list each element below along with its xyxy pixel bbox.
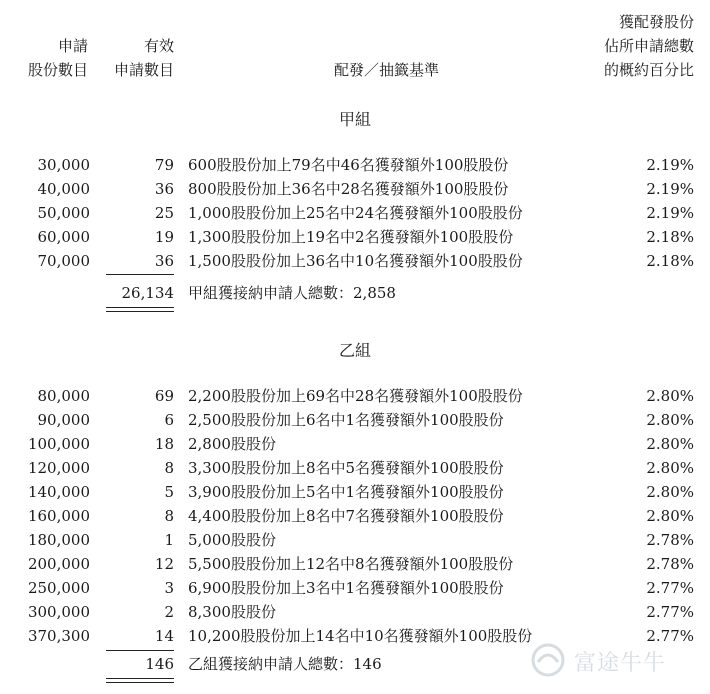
valid-applications-cell: 3 xyxy=(164,579,174,597)
shares-applied-cell: 120,000 xyxy=(27,459,90,477)
group-a-total-double-rule xyxy=(106,307,174,312)
header-valid-line1: 有效 xyxy=(143,37,174,55)
header-shares-applied-line2: 股份數目 xyxy=(27,61,88,79)
allocation-basis-cell: 5,000股股份 xyxy=(188,531,276,549)
shares-applied-cell: 180,000 xyxy=(27,531,90,549)
shares-applied-cell: 300,000 xyxy=(27,603,90,621)
shares-applied-cell: 140,000 xyxy=(27,483,90,501)
header-valid-applications xyxy=(102,34,174,82)
percentage-cell: 2.19% xyxy=(646,156,694,174)
group-a-total-valid: 26,134 xyxy=(121,284,174,302)
valid-applications-cell: 18 xyxy=(154,435,174,453)
group-a-subtotal-rule xyxy=(106,274,174,275)
header-pct-line2: 佔所申請總數 xyxy=(603,37,694,55)
group-a-total-text: 甲組獲接納申請人總數：2,858 xyxy=(188,284,396,302)
allocation-basis-cell: 1,000股股份加上25名中24名獲發額外100股股份 xyxy=(188,204,523,222)
percentage-cell: 2.77% xyxy=(646,627,694,645)
percentage-cell: 2.78% xyxy=(646,531,694,549)
percentage-cell: 2.80% xyxy=(646,387,694,405)
allocation-basis-cell: 600股股份加上79名中46名獲發額外100股股份 xyxy=(188,156,509,174)
table-row xyxy=(0,528,710,552)
shares-applied-cell: 250,000 xyxy=(27,579,90,597)
group-b-total-valid: 146 xyxy=(145,655,174,673)
header-shares-applied xyxy=(18,34,88,82)
allocation-basis-cell: 6,900股股份加上3名中1名獲發額外100股股份 xyxy=(188,579,504,597)
table-row xyxy=(0,177,710,201)
percentage-cell: 2.19% xyxy=(646,204,694,222)
header-pct-line3: 的概約百分比 xyxy=(603,61,694,79)
group-b-total-double-rule xyxy=(106,678,174,683)
header-shares-applied-line1: 申請 xyxy=(57,37,88,55)
table-row xyxy=(0,249,710,273)
valid-applications-cell: 2 xyxy=(164,603,174,621)
valid-applications-cell: 19 xyxy=(154,228,174,246)
shares-applied-cell: 40,000 xyxy=(37,180,90,198)
allocation-basis-cell: 4,400股股份加上8名中7名獲發額外100股股份 xyxy=(188,507,504,525)
table-row xyxy=(0,600,710,624)
allocation-basis-cell: 2,500股股份加上6名中1名獲發額外100股股份 xyxy=(188,411,504,429)
allocation-basis-cell: 1,300股股份加上19名中2名獲發額外100股股份 xyxy=(188,228,514,246)
table-row xyxy=(0,552,710,576)
shares-applied-cell: 60,000 xyxy=(37,228,90,246)
valid-applications-cell: 1 xyxy=(164,531,174,549)
table-row xyxy=(0,432,710,456)
allocation-basis-cell: 1,500股股份加上36名中10名獲發額外100股股份 xyxy=(188,252,523,270)
shares-applied-cell: 100,000 xyxy=(27,435,90,453)
shares-applied-cell: 70,000 xyxy=(37,252,90,270)
allocation-basis-cell: 3,300股股份加上8名中5名獲發額外100股股份 xyxy=(188,459,504,477)
percentage-cell: 2.80% xyxy=(646,435,694,453)
header-percentage xyxy=(580,10,694,82)
shares-applied-cell: 370,300 xyxy=(27,627,90,645)
percentage-cell: 2.19% xyxy=(646,180,694,198)
valid-applications-cell: 25 xyxy=(154,204,174,222)
header-pct-line1: 獲配發股份 xyxy=(618,13,694,31)
valid-applications-cell: 79 xyxy=(154,156,174,174)
valid-applications-cell: 8 xyxy=(164,459,174,477)
table-row xyxy=(0,576,710,600)
valid-applications-cell: 12 xyxy=(154,555,174,573)
allocation-basis-cell: 10,200股股份加上14名中10名獲發額外100股股份 xyxy=(188,627,533,645)
shares-applied-cell: 50,000 xyxy=(37,204,90,222)
valid-applications-cell: 5 xyxy=(164,483,174,501)
shares-applied-cell: 160,000 xyxy=(27,507,90,525)
watermark xyxy=(528,640,698,680)
percentage-cell: 2.77% xyxy=(646,579,694,597)
header-valid-line2: 申請數目 xyxy=(113,61,174,79)
watermark-text: 富途牛牛 xyxy=(574,651,667,676)
percentage-cell: 2.18% xyxy=(646,252,694,270)
header-basis xyxy=(334,58,439,82)
valid-applications-cell: 8 xyxy=(164,507,174,525)
allocation-basis-cell: 2,800股股份 xyxy=(188,435,276,453)
allocation-basis-cell: 2,200股股份加上69名中28名獲發額外100股股份 xyxy=(188,387,523,405)
percentage-cell: 2.80% xyxy=(646,507,694,525)
percentage-cell: 2.18% xyxy=(646,228,694,246)
table-row xyxy=(0,408,710,432)
percentage-cell: 2.77% xyxy=(646,603,694,621)
table-row xyxy=(0,456,710,480)
table-row xyxy=(0,384,710,408)
percentage-cell: 2.78% xyxy=(646,555,694,573)
table-row xyxy=(0,504,710,528)
valid-applications-cell: 36 xyxy=(154,252,174,270)
futu-logo-icon xyxy=(528,640,568,680)
header-basis-text: 配發／抽籤基準 xyxy=(334,61,440,79)
percentage-cell: 2.80% xyxy=(646,459,694,477)
group-a-total-row xyxy=(0,281,710,305)
table-row xyxy=(0,201,710,225)
shares-applied-cell: 80,000 xyxy=(37,387,90,405)
allocation-basis-cell: 3,900股股份加上5名中1名獲發額外100股股份 xyxy=(188,483,504,501)
valid-applications-cell: 6 xyxy=(164,411,174,429)
allocation-basis-cell: 8,300股股份 xyxy=(188,603,276,621)
valid-applications-cell: 36 xyxy=(154,180,174,198)
group-a-title: 甲組 xyxy=(338,110,371,129)
percentage-cell: 2.80% xyxy=(646,483,694,501)
allocation-basis-cell: 5,500股股份加上12名中8名獲發額外100股股份 xyxy=(188,555,514,573)
group-b-total-text: 乙組獲接納申請人總數：146 xyxy=(188,655,382,673)
allocation-basis-cell: 800股股份加上36名中28名獲發額外100股股份 xyxy=(188,180,509,198)
table-row xyxy=(0,480,710,504)
shares-applied-cell: 200,000 xyxy=(27,555,90,573)
table-row xyxy=(0,225,710,249)
group-b-title: 乙組 xyxy=(338,341,371,360)
valid-applications-cell: 14 xyxy=(154,627,174,645)
valid-applications-cell: 69 xyxy=(154,387,174,405)
shares-applied-cell: 30,000 xyxy=(37,156,90,174)
table-row xyxy=(0,153,710,177)
shares-applied-cell: 90,000 xyxy=(37,411,90,429)
group-b-subtotal-rule xyxy=(106,650,174,651)
percentage-cell: 2.80% xyxy=(646,411,694,429)
